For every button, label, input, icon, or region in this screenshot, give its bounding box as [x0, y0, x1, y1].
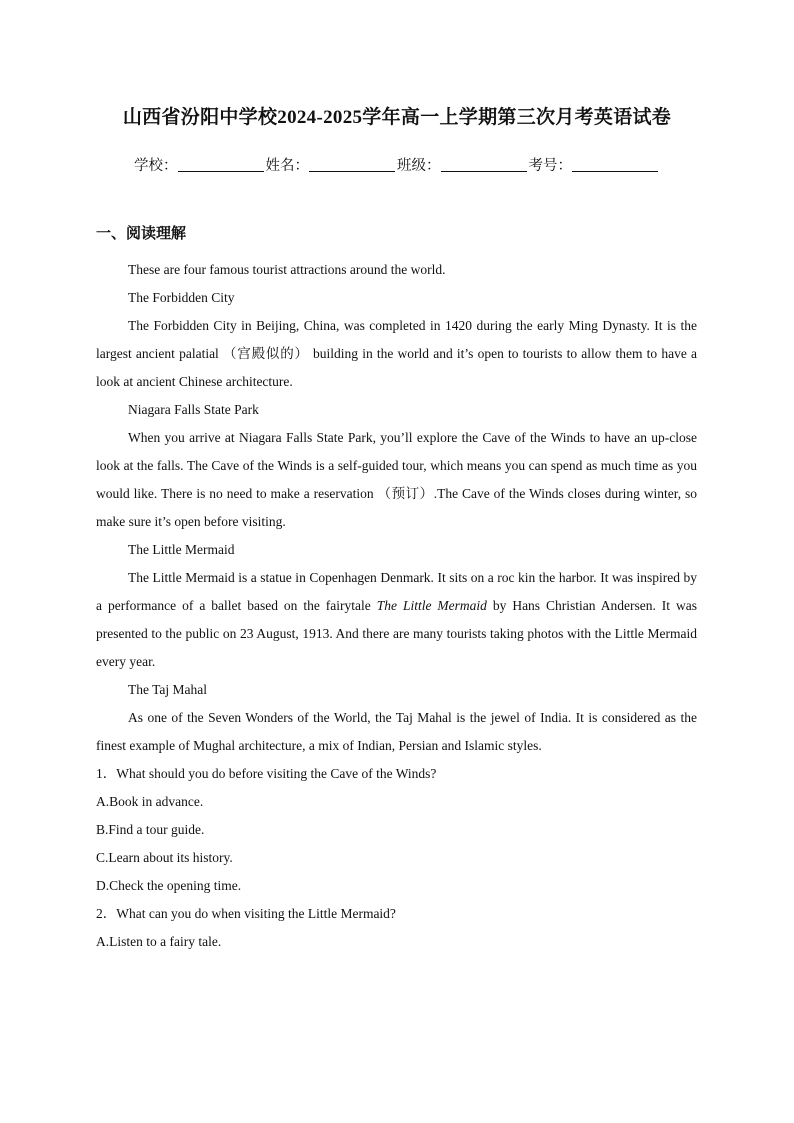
school-label: 学校： [134, 158, 178, 174]
niagara-heading: Niagara Falls State Park [128, 402, 259, 417]
section-heading: 一、阅读理解 [96, 226, 187, 242]
question-1-option-c[interactable]: C.Learn about its history. [96, 850, 233, 865]
class-label: 班级： [397, 158, 441, 174]
mermaid-text-part1: The Little Mermaid is a statue in Copenhagen Denmark. It sits on a roc kin the harbor. It was inspired by a performance of a ballet based on the fairytale [96, 570, 697, 613]
mermaid-text-part2: by Hans Christian Andersen. It was presented to the public on 23 August, 1913. And there are many tourists taking photos with the Little Mermaid every year. [96, 598, 697, 669]
fairytale-title: The Little Mermaid [376, 598, 487, 613]
mermaid-heading: The Little Mermaid [128, 542, 235, 557]
question-2-option-a[interactable]: A.Listen to a fairy tale. [96, 934, 222, 949]
reading-content [96, 256, 697, 956]
question-2: 2．What can you do when visiting the Little Mermaid? [96, 906, 396, 921]
question-1-option-d[interactable]: D.Check the opening time. [96, 878, 242, 893]
question-1-option-a[interactable]: A.Book in advance. [96, 794, 204, 809]
name-blank[interactable] [309, 157, 395, 172]
forbidden-city-paragraph: The Forbidden City in Beijing, China, was completed in 1420 during the early Ming Dynasty. It is the largest ancient palatial （宫殿似的） building in the world and it’s open to tourists to allow them to have a look at ancient Chinese architecture. [96, 318, 697, 389]
taj-mahal-heading: The Taj Mahal [128, 682, 208, 697]
question-1-option-b[interactable]: B.Find a tour guide. [96, 822, 205, 837]
student-info-line [0, 154, 794, 175]
page-title: 山西省汾阳中学校2024-2025学年高一上学期第三次月考英语试卷 [122, 107, 672, 128]
mermaid-paragraph [96, 564, 697, 676]
exam-number-blank[interactable] [572, 157, 658, 172]
niagara-paragraph: When you arrive at Niagara Falls State Park, you’ll explore the Cave of the Winds to have an up-close look at the falls. The Cave of the Winds is a self-guided tour, which means you can spend as much time as you would like. There is no need to make a reservation （预订）.The Cave of the Winds closes during winter, so make sure it’s open before visiting. [96, 430, 697, 529]
name-label: 姓名： [265, 158, 309, 174]
taj-mahal-paragraph: As one of the Seven Wonders of the World, the Taj Mahal is the jewel of India. It is considered as the finest example of Mughal architecture, a mix of Indian, Persian and Islamic styles. [96, 710, 697, 753]
school-blank[interactable] [178, 157, 264, 172]
exam-number-label: 考号： [528, 158, 572, 174]
question-1: 1．What should you do before visiting the Cave of the Winds? [96, 766, 437, 781]
class-blank[interactable] [441, 157, 527, 172]
passage-intro: These are four famous tourist attractions around the world. [128, 262, 446, 277]
forbidden-city-heading: The Forbidden City [128, 290, 235, 305]
